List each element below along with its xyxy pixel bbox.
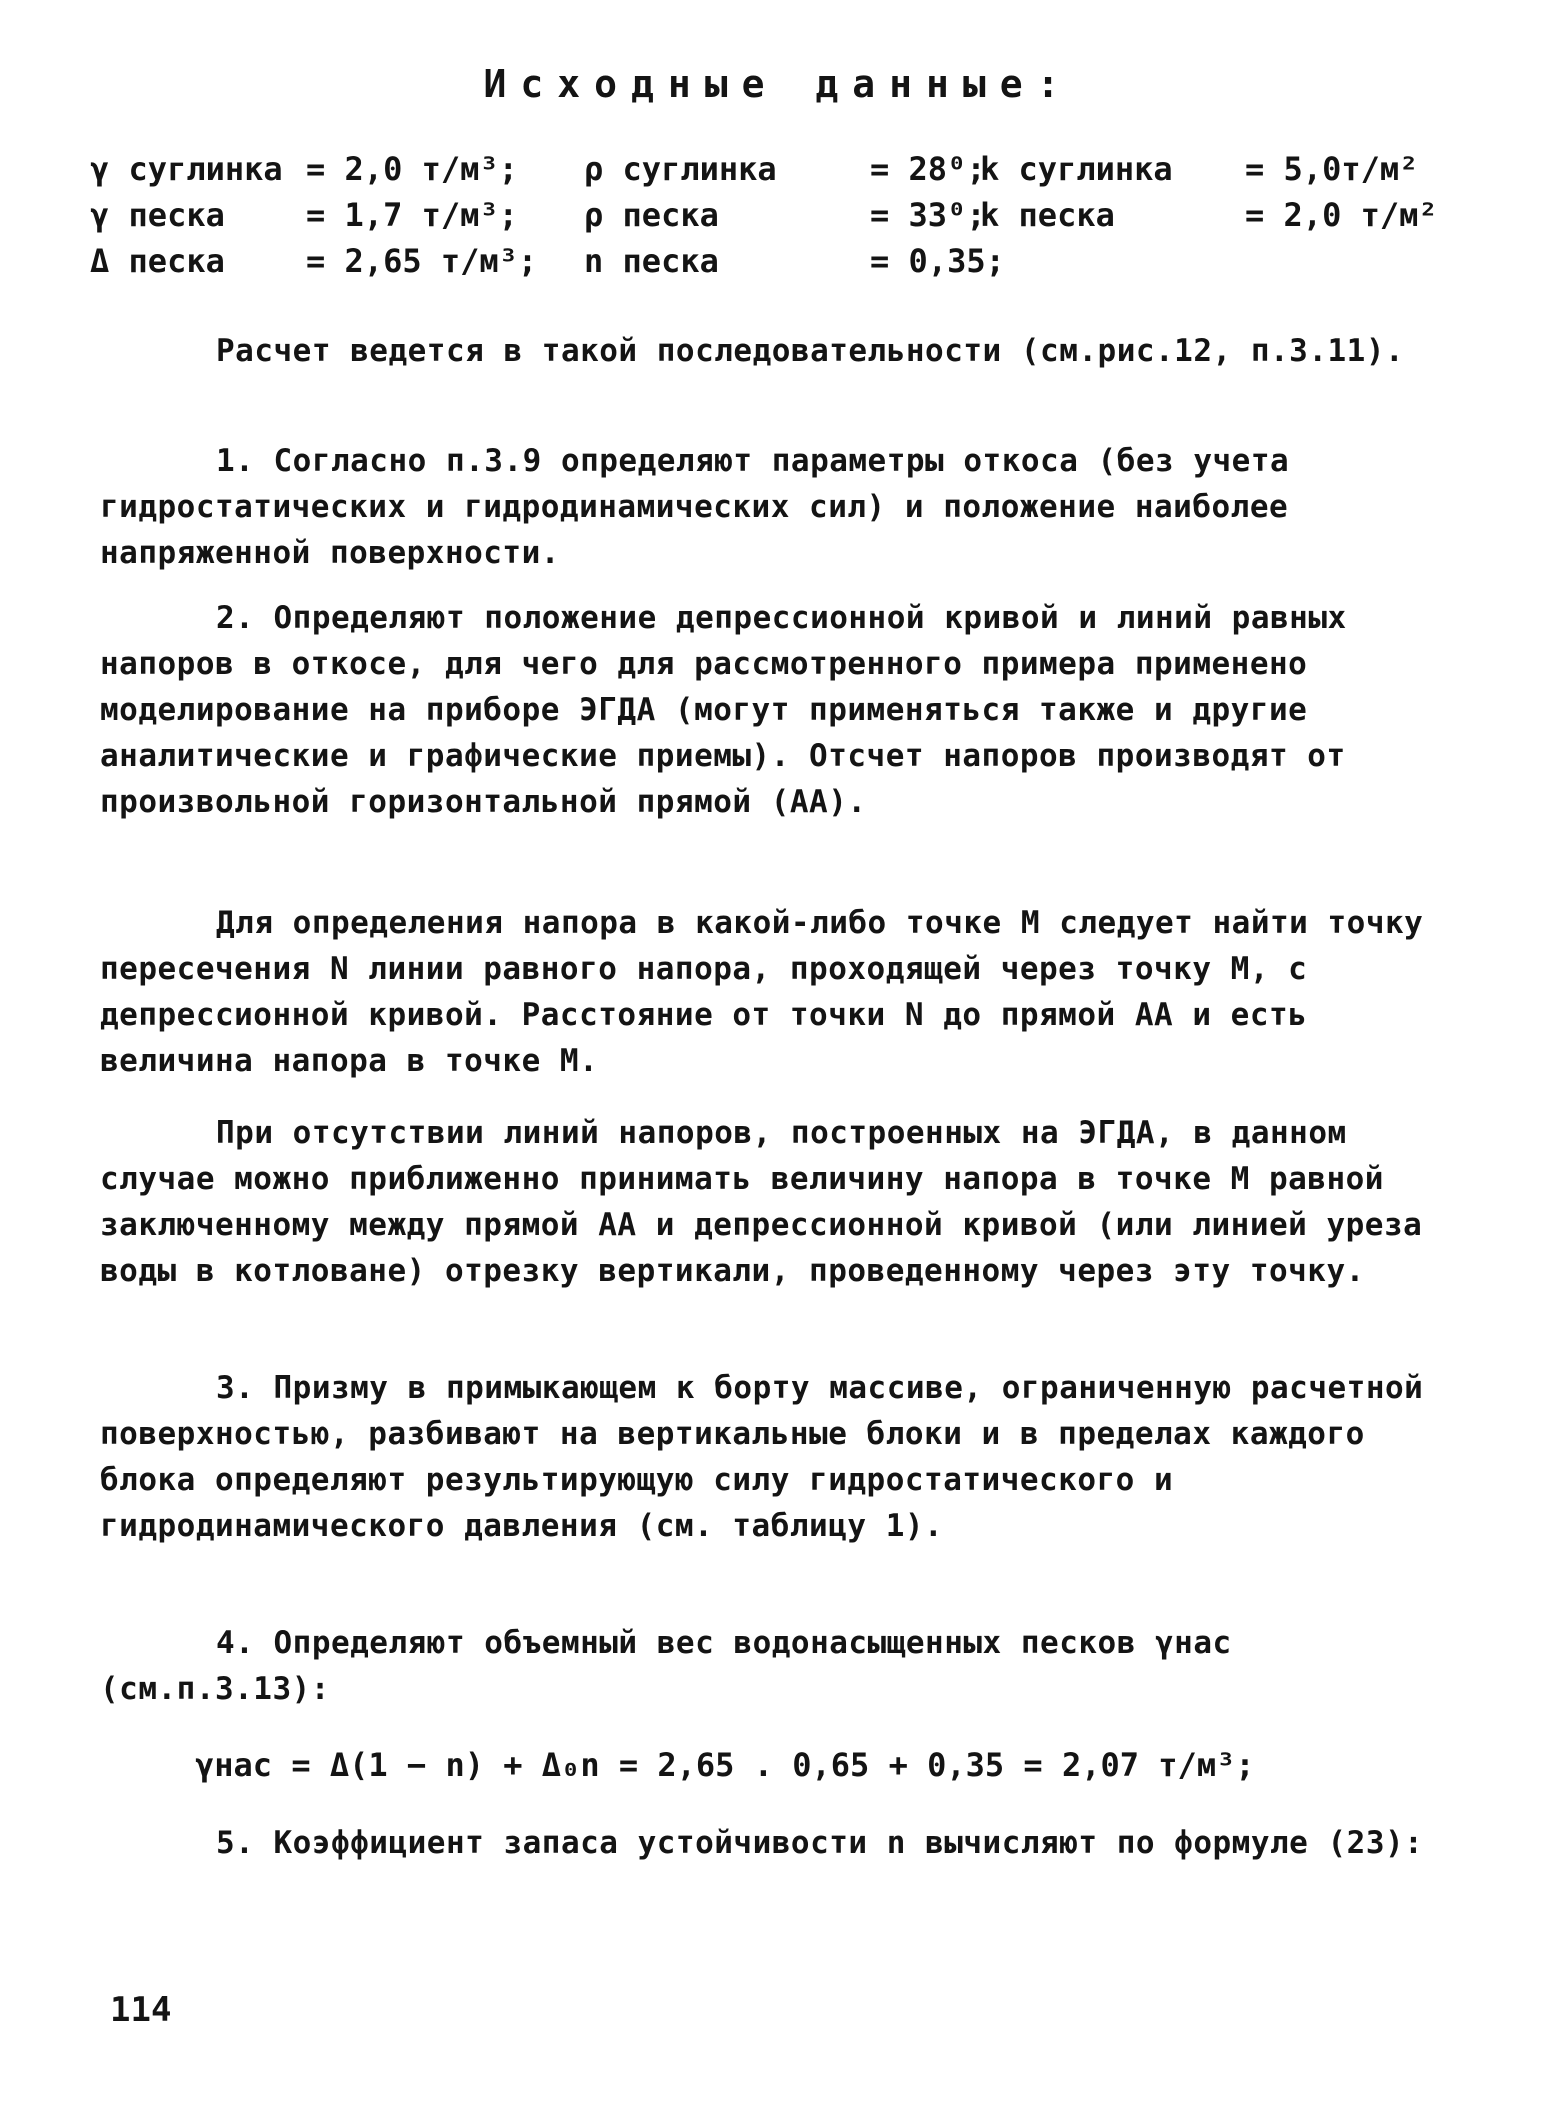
paragraph-step-3: 3. Призму в примыкающем к борту массиве, ограниченную расчетной поверхностью, разбивают на вертикальные блоки и в пределах каждого блока определяют результирующую силу гидростатического и гидродинамического давления (см. таблицу 1). (100, 1370, 1424, 1544)
data-cell: Δ песка (90, 242, 225, 280)
paragraph-step-2: 2. Определяют положение депрессионной кривой и линий равных напоров в откосе, для чего для рассмотренного примера применено моделирование на приборе ЭГДА (могут применяться также и другие аналитические и графические приемы). Отсчет напоров производят от произвольной горизонтальной прямой (АА). (100, 600, 1347, 820)
data-cell: = 5,0т/м² (1245, 150, 1419, 188)
paragraph-step-5: 5. Коэффициент запаса устойчивости n вычисляют по формуле (23): (216, 1825, 1424, 1861)
data-cell: k песка (980, 196, 1115, 234)
page-heading: Исходные данные: (483, 62, 1074, 106)
data-cell: = 33⁰; (870, 196, 986, 234)
saturated-weight-formula: γнас = Δ(1 − n) + Δ₀n = 2,65 . 0,65 + 0,35 = 2,07 т/м³; (195, 1746, 1255, 1784)
data-cell: = 2,0 т/м³; (306, 150, 518, 188)
paragraph-no-head-lines: При отсутствии линий напоров, построенных на ЭГДА, в данном случае можно приближенно принимать величину напора в точке М равной заключенному между прямой АА и депрессионной кривой (или линией уреза воды в котловане) отрезку вертикали, проведенному через эту точку. (100, 1115, 1423, 1289)
paragraph-step-1: 1. Согласно п.3.9 определяют параметры откоса (без учета гидростатических и гидродинамических сил) и положение наиболее напряженной поверхности. (100, 443, 1290, 571)
data-cell: γ песка (90, 196, 225, 234)
data-cell: = 1,7 т/м³; (306, 196, 518, 234)
data-cell: k суглинка (980, 150, 1173, 188)
data-cell: = 0,35; (870, 242, 1005, 280)
data-cell: γ суглинка (90, 150, 283, 188)
data-cell: ρ суглинка (584, 150, 777, 188)
paragraph-step-4: 4. Определяют объемный вес водонасыщенных песков γнас (см.п.3.13): (100, 1625, 1232, 1707)
paragraph-intro: Расчет ведется в такой последовательности (см.рис.12, п.3.11). (216, 333, 1405, 369)
data-cell: = 28⁰; (870, 150, 986, 188)
data-cell: n песка (584, 242, 719, 280)
data-cell: = 2,65 т/м³; (306, 242, 538, 280)
data-cell: ρ песка (584, 196, 719, 234)
data-cell: = 2,0 т/м² (1245, 196, 1438, 234)
page-number: 114 (110, 1990, 172, 2030)
paragraph-head-determination: Для определения напора в какой-либо точке М следует найти точку пересечения N линии равного напора, проходящей через точку М, с депрессионной кривой. Расстояние от точки N до прямой АА и есть величина напора в точке М. (100, 905, 1424, 1079)
